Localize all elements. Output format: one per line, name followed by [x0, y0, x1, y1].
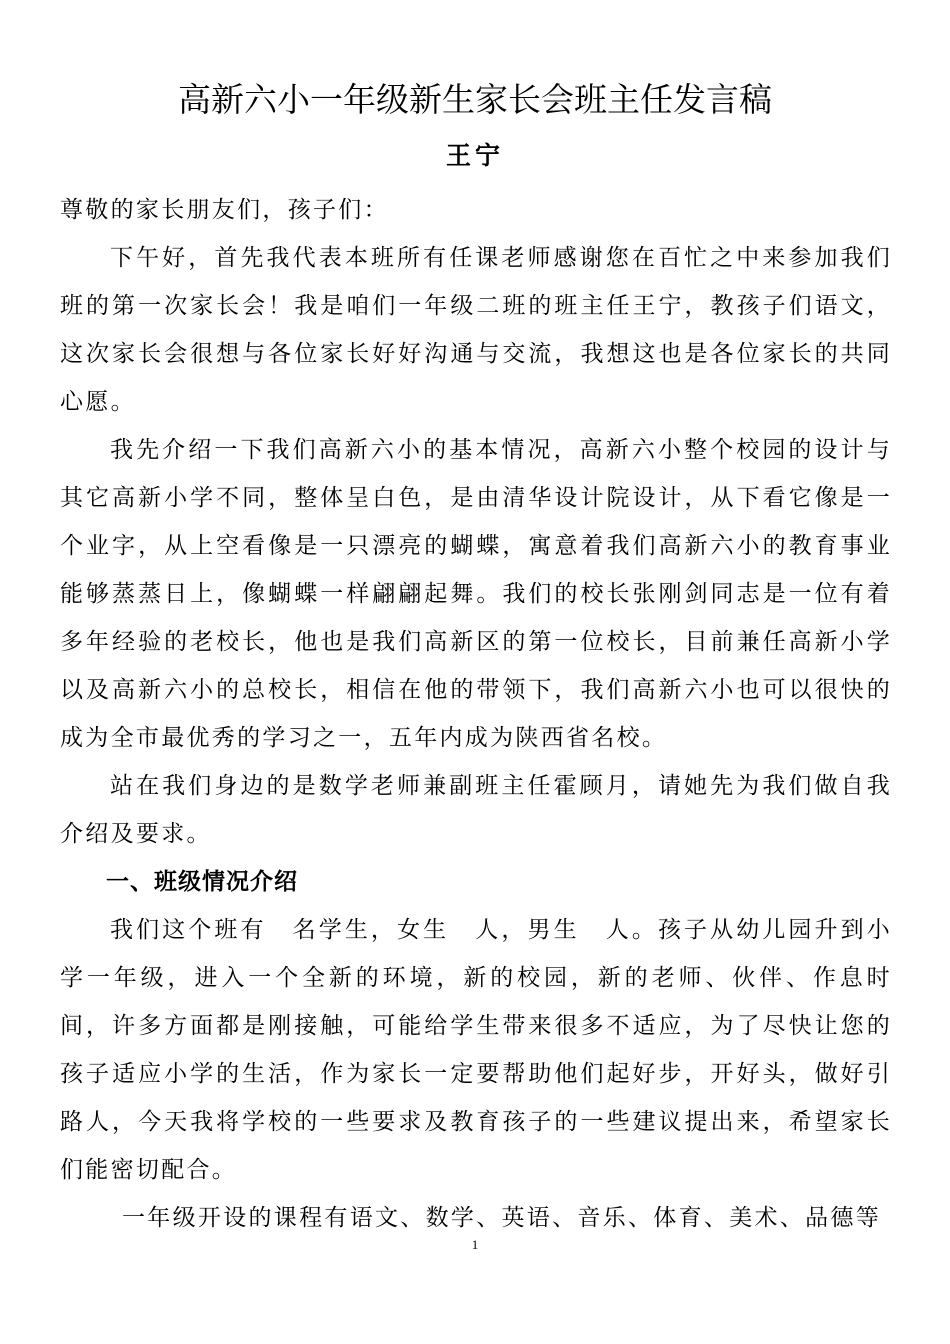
paragraph-school-intro: 我先介绍一下我们高新六小的基本情况，高新六小整个校园的设计与其它高新小学不同，整体呈白色，是由清华设计院设计，从下看它像是一个业字，从上空看像是一只漂亮的蝴蝶，寓意着我们高新六小的教育事业能够蒸蒸日上，像蝴蝶一样翩翩起舞。我们的校长张刚剑同志是一位有着多年经验的老校长，他也是我们高新区的第一位校长，目前兼任高新小学以及高新六小的总校长，相信在他的带领下，我们高新六小也可以很快的成为全市最优秀的学习之一，五年内成为陕西省名校。: [60, 437, 892, 751]
document-title: 高新六小一年级新生家长会班主任发言稿: [178, 80, 772, 119]
page-number: 1: [471, 1237, 479, 1252]
section-heading: 一、班级情况介绍: [106, 869, 298, 895]
greeting-line: 尊敬的家长朋友们，孩子们：: [60, 197, 389, 223]
paragraph-welcome: 下午好，首先我代表本班所有任课老师感谢您在百忙之中来参加我们班的第一次家长会！我是咱们一年级二班的班主任王宁，教孩子们语文，这次家长会很想与各位家长好好沟通与交流，我想这也是各位家长的共同心愿。: [60, 245, 892, 415]
document-body: [60, 186, 892, 1242]
paragraph-class-overview: 我们这个班有 名学生，女生 人，男生 人。孩子从幼儿园升到小学一年级，进入一个全新的环境，新的校园，新的老师、伙伴、作息时间，许多方面都是刚接触，可能给学生带来很多不适应，为了尽快让您的孩子适应小学的生活，作为家长一定要帮助他们起好步，开好头，做好引路人，今天我将学校的一些要求及教育孩子的一些建议提出来，希望家长们能密切配合。: [60, 917, 892, 1183]
paragraph-assistant-intro: 站在我们身边的是数学老师兼副班主任霍顾月，请她先为我们做自我介绍及要求。: [60, 773, 892, 847]
paragraph-courses: 一年级开设的课程有语文、数学、英语、音乐、体育、美术、品德等: [122, 1205, 881, 1231]
author-name: 王宁: [445, 141, 504, 170]
